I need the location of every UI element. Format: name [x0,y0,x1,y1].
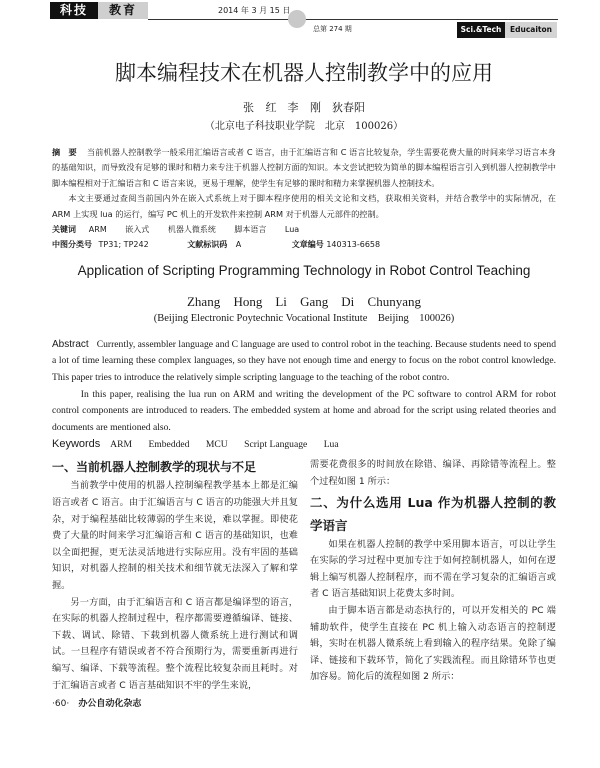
paper-title-en: Application of Scripting Programming Technology in Robot Control Teaching [77,262,531,278]
abstract-en-p2: In this paper, realising the lua run on ARM and writing the development of the PC software to control ARM for robot control components are introduced to readers. The embedded system at home and abroad for the script using related theories and documents are mentioned also. [52,388,556,433]
header-rule [148,19,558,20]
classification-line [52,237,556,252]
section-1-paragraph: 另一方面，由于汇编语言和 C 语言都是编译型的语言，在实际的机器人控制过程中，程序都需要遵循编译、链接、下载、调试、除错、下载到机器人微系统上进行测试和调试。一旦程序有错误或者不符合预期行为，需要重新再进行编写、编译、下载等流程。整个流程比较复杂而且耗时。对于汇编语言或者 C 语言基础知识不牢的学生来说， [52,596,298,691]
doc-code-value: A [235,240,242,250]
keyword: 嵌入式 [125,225,150,235]
keywords-en-label: Keywords [52,438,101,451]
section-1-heading: 一、当前机器人控制教学的现状与不足 [52,460,257,475]
class-label: 中图分类号 [52,240,92,250]
keywords-cn [52,222,556,237]
affiliation-en: (Beijing Electronic Poytechnic Vocational Institute Beijing 100026) [153,312,455,324]
abstract-cn-p2: 本文主要通过查阅当前国内外在嵌入式系统上对于脚本程序使用的相关文论和文档，获取相关资料，并结合教学中的实际情况，在 ARM 上实现 lua 的运行，编写 PC 机上的开发软件来控制 ARM 对于机器人元部件的控制。 [52,193,556,219]
authors-cn: 张 红 李 刚 狄春阳 [243,101,365,114]
journal-brand-education: Educaiton [505,22,557,38]
affiliation-cn: （北京电子科技职业学院 北京 100026） [204,121,404,132]
article-number-value: 140313-6658 [326,240,381,250]
header-section-label: 科技 [50,2,98,19]
abstract-cn-label: 摘 要 [52,147,77,157]
body-column-right [310,457,556,710]
issue-number: 总第 274 期 [313,25,352,33]
keyword: 脚本语言 [234,225,267,235]
class-value: TP31; TP242 [98,240,149,250]
doc-code-label: 文献标识码 [187,240,228,250]
page-footer [52,698,298,710]
section-1-paragraph-continued: 需要花费很多的时间放在除错、编译、再除错等流程上。整个过程如图 1 所示： [310,459,556,487]
keyword: Lua [323,439,339,451]
header-section-label-secondary: 教育 [98,2,148,19]
header-circle-ornament [288,10,306,28]
keyword: ARM [110,439,133,451]
keywords-cn-label: 关键词 [52,225,76,235]
article-number-label: 文章编号 [291,240,324,250]
abstract-cn-p1: 当前机器人控制教学一般采用汇编语言或者 C 语言，由于汇编语言和 C 语言比较复杂，学生需要花费大量的时间来学习语言本身的基础知识，而导致没有足够的课时和精力来专注于机器人控制方面的知识。本文尝试把较为简单的脚本编程语言引入到机器人控制教学中 脚本编程相对于汇编语言和 C 语言来说，更易于理解，使学生有足够的课时和精力来掌握机器人控制技术。 [52,147,556,188]
abstract-en [52,337,556,437]
section-2-heading: 二、为什么选用 Lua 作为机器人控制的教学语言 [310,494,556,533]
section-1-paragraph: 当前教学中使用的机器人控制编程教学基本上都是汇编语言或者 C 语言。由于汇编语言与 C 语言的功能强大并且复杂，对于编程基础比较薄弱的学生来说，难以掌握。即使花费了大量的时间来学习汇编语言和 C 语言的基础知识，也难以全面把握，更无法灵活地进行实际应用。没有牢固的基础知识，对机器人控制的相关技术和细节就无法深入了解和掌握。 [52,480,298,591]
keyword: Embedded [148,439,190,451]
body-columns [52,457,556,710]
page-number: ·60· [52,699,70,710]
authors-en: Zhang Hong Li Gang Di Chunyang [186,293,421,309]
section-2-paragraph: 如果在机器人控制的教学中采用脚本语言，可以让学生在实际的学习过程中更加专注于如何控制机器人，如何在逻辑上编写机器人控制程序，而不需在学习复杂的汇编语言或者 C 语言基础知识上花费太多时间。 [310,538,556,600]
body-column-left [52,457,298,710]
keyword: MCU [205,439,228,451]
issue-date: 2014 年 3 月 15 日 [218,6,291,15]
keywords-en [52,436,556,453]
section-2-paragraph: 由于脚本语言都是动态执行的，可以开发相关的 PC 端辅助软件，使学生直接在 PC 机上输入动态语言的控制逻辑，实时在机器人微系统上看到输入的程序结果。免除了编译、链接和下载环节，简化了实践流程。而且除错环节也更加容易。简化后的流程如图 2 所示： [310,604,556,683]
journal-brand-sci-tech: Sci.&Tech [457,22,505,38]
paper-title-cn: 脚本编程技术在机器人控制教学中的应用 [115,61,493,85]
abstract-cn [52,145,556,253]
journal-name: 办公自动化杂志 [78,699,142,710]
article [52,58,556,710]
abstract-en-label: Abstract [52,338,89,350]
abstract-en-p1: Currently, assembler language and C language are used to control robot in the teaching. Because students need to spend a lot of time learning these complex languages, so they have not enough time and energy to focus on the robot control knowledge. This paper tries to introduce the relatively simple scripting language to the teaching of the robot contro. [52,338,556,384]
keyword: Script Language [244,439,308,451]
keyword: Lua [284,225,300,235]
keyword: ARM [88,225,107,235]
keyword: 机器人微系统 [167,225,216,235]
